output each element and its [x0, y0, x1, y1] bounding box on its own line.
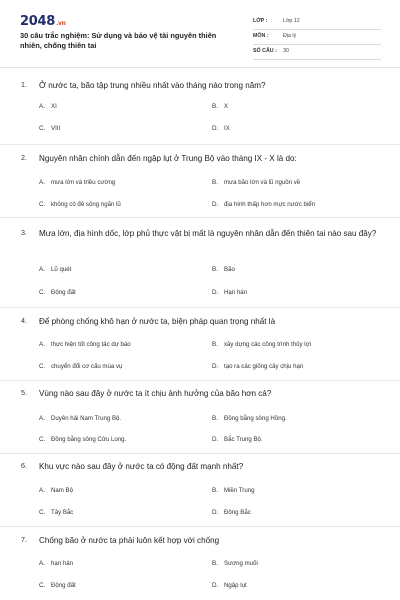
option-text: tạo ra các giống cây chịu hạn	[224, 363, 304, 370]
option-text: VIII	[51, 125, 61, 132]
option-letter: D.	[212, 289, 219, 296]
option-c[interactable]	[39, 509, 73, 516]
question-text: Để phòng chống khô hạn ở nước ta, biện pháp quan trọng nhất là	[39, 317, 276, 326]
option-a[interactable]	[39, 415, 121, 422]
question-number: 6.	[21, 461, 27, 470]
option-text: XI	[51, 103, 57, 110]
question-2	[0, 153, 400, 218]
question-1	[0, 80, 400, 145]
question-number: 5.	[21, 388, 27, 397]
option-letter: D.	[212, 363, 219, 370]
option-text: Bắc Trung Bộ.	[224, 436, 263, 443]
option-text: mưa bão lớn và lũ nguồn về	[224, 179, 301, 186]
option-d[interactable]	[212, 125, 230, 132]
option-text: Hạn hán	[224, 289, 248, 296]
option-text: Đồng bằng sông Hồng.	[224, 415, 287, 422]
question-number: 7.	[21, 535, 27, 544]
option-text: Miền Trung	[224, 487, 255, 494]
option-letter: A.	[39, 487, 45, 494]
option-text: Sương muối	[224, 560, 258, 567]
option-text: Động đất	[51, 289, 76, 296]
option-letter: A.	[39, 560, 45, 567]
question-text: Khu vực nào sau đây ở nước ta có động đất mạnh nhất?	[39, 462, 244, 471]
option-letter: B.	[212, 487, 218, 494]
option-text: Đồng bằng sông Cửu Long.	[51, 436, 127, 443]
question-3	[0, 228, 400, 308]
question-text: Nguyên nhân chính dẫn đến ngập lụt ở Trung Bộ vào tháng IX - X là do:	[39, 154, 297, 163]
option-d[interactable]	[212, 582, 247, 589]
option-c[interactable]	[39, 289, 76, 296]
question-text: Mưa lớn, địa hình dốc, lớp phủ thực vật bị mất là nguyên nhân dẫn đến thiên tai nào sau đây?	[39, 229, 377, 238]
meta-info	[253, 15, 381, 60]
option-d[interactable]	[212, 436, 263, 443]
meta-row-subject	[253, 30, 381, 45]
option-c[interactable]	[39, 201, 121, 208]
option-letter: C.	[39, 363, 46, 370]
option-text: Động đất	[51, 582, 76, 589]
option-a[interactable]	[39, 487, 73, 494]
option-text: thực hiện tốt công tác dự báo	[51, 341, 131, 348]
question-text: Ở nước ta, bão tập trung nhiều nhất vào tháng nào trong năm?	[39, 81, 266, 90]
option-d[interactable]	[212, 289, 247, 296]
option-letter: B.	[212, 103, 218, 110]
option-letter: B.	[212, 266, 218, 273]
logo-tld: .vn	[55, 20, 66, 27]
question-text: Chống bão ở nước ta phải luôn kết hợp với chống	[39, 536, 220, 545]
option-letter: C.	[39, 289, 46, 296]
option-text: địa hình thấp hơn mực nước biển	[224, 201, 316, 208]
page-header	[0, 0, 400, 68]
meta-value: 30	[283, 48, 289, 54]
option-letter: B.	[212, 415, 218, 422]
option-letter: D.	[212, 582, 219, 589]
option-letter: C.	[39, 125, 46, 132]
option-letter: D.	[212, 201, 219, 208]
option-letter: C.	[39, 201, 46, 208]
question-4	[0, 316, 400, 381]
option-c[interactable]	[39, 582, 76, 589]
option-b[interactable]	[212, 341, 311, 348]
option-text: Nam Bộ	[51, 487, 74, 494]
option-text: Đông Bắc	[224, 509, 251, 516]
site-logo[interactable]	[20, 14, 66, 29]
option-letter: A.	[39, 103, 45, 110]
option-b[interactable]	[212, 487, 254, 494]
question-7	[0, 535, 400, 600]
page-title: 30 câu trắc nghiệm: Sử dụng và bảo vệ tài nguyên thiên nhiên, chống thiên tai	[20, 31, 217, 50]
option-letter: C.	[39, 509, 46, 516]
meta-value: Lớp 12	[283, 18, 300, 24]
option-d[interactable]	[212, 509, 251, 516]
option-text: Tây Bắc	[51, 509, 74, 516]
option-b[interactable]	[212, 560, 258, 567]
option-letter: D.	[212, 509, 219, 516]
option-letter: B.	[212, 560, 218, 567]
meta-row-class	[253, 15, 381, 30]
logo-main: 2048	[20, 14, 55, 29]
option-letter: C.	[39, 582, 46, 589]
option-letter: B.	[212, 179, 218, 186]
option-text: xây dựng các công trình thủy lợi	[224, 341, 311, 348]
option-b[interactable]	[212, 103, 228, 110]
option-letter: D.	[212, 125, 219, 132]
question-6	[0, 461, 400, 527]
meta-row-count	[253, 45, 381, 60]
option-b[interactable]	[212, 415, 287, 422]
meta-label: MÔN :	[253, 33, 269, 39]
option-text: không có đê sông ngăn lũ	[51, 201, 121, 208]
option-letter: A.	[39, 341, 45, 348]
option-letter: A.	[39, 266, 45, 273]
option-letter: A.	[39, 415, 45, 422]
meta-value: Địa lý	[283, 33, 297, 39]
meta-label: LỚP :	[253, 18, 268, 24]
option-letter: D.	[212, 436, 219, 443]
option-text: Lũ quét	[51, 266, 72, 273]
option-a[interactable]	[39, 179, 115, 186]
option-text: chuyển đổi cơ cấu mùa vụ	[51, 363, 123, 370]
option-b[interactable]	[212, 266, 235, 273]
option-a[interactable]	[39, 103, 57, 110]
option-letter: A.	[39, 179, 45, 186]
option-text: Duyên hải Nam Trung Bộ.	[51, 415, 122, 422]
option-c[interactable]	[39, 125, 60, 132]
option-b[interactable]	[212, 179, 300, 186]
option-c[interactable]	[39, 363, 122, 370]
question-number: 4.	[21, 316, 27, 325]
option-text: IX	[224, 125, 230, 132]
option-a[interactable]	[39, 341, 131, 348]
question-5	[0, 388, 400, 454]
question-number: 2.	[21, 153, 27, 162]
option-text: X	[224, 103, 229, 110]
option-d[interactable]	[212, 201, 315, 208]
question-number: 1.	[21, 80, 27, 89]
option-letter: B.	[212, 341, 218, 348]
meta-label: SỐ CÂU :	[253, 48, 277, 54]
option-text: mưa lớn và triều cường	[51, 179, 116, 186]
option-text: Bão	[224, 266, 235, 273]
option-a[interactable]	[39, 560, 73, 567]
option-letter: C.	[39, 436, 46, 443]
question-number: 3.	[21, 228, 27, 237]
option-text: hạn hán	[51, 560, 74, 567]
option-a[interactable]	[39, 266, 71, 273]
option-d[interactable]	[212, 363, 303, 370]
question-text: Vùng nào sau đây ở nước ta ít chịu ảnh hưởng của bão hơn cả?	[39, 389, 272, 398]
option-c[interactable]	[39, 436, 126, 443]
option-text: Ngập lụt	[224, 582, 247, 589]
